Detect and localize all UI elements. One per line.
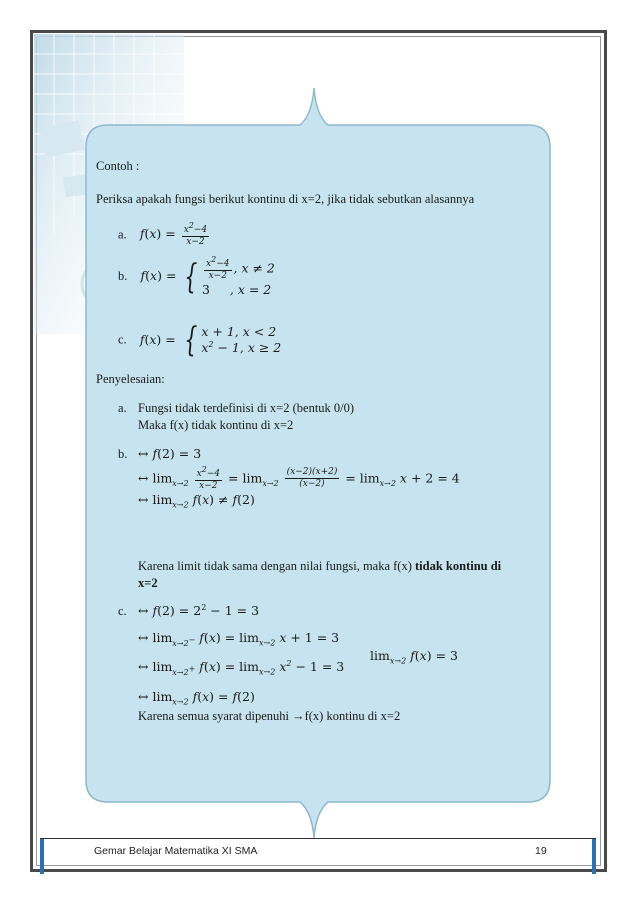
item-b xyxy=(118,256,275,297)
item-b-marker: b. xyxy=(118,269,128,284)
solution-c-step4: ↔ $\lim_{x\to 2} f(x) = f(2)$ xyxy=(138,688,255,707)
footer-tab-left xyxy=(40,838,44,874)
page-number: 19 xyxy=(535,845,547,857)
item-a-marker: a. xyxy=(118,227,127,242)
solution-b xyxy=(118,446,538,510)
solution-a-line2: Maka f(x) tidak kontinu di x=2 xyxy=(138,417,294,432)
question-text: Periksa apakah fungsi berikut kontinu di x=2, jika tidak sebutkan alasannya xyxy=(96,192,475,206)
solution-b-conclusion-text: Karena limit tidak sama dengan nilai fungsi, maka f(x) xyxy=(138,559,415,573)
solution-a-marker: a. xyxy=(118,401,127,415)
footer-title: Gemar Belajar Matematika XI SMA xyxy=(94,845,258,857)
solution-c-step2: ↔ $\lim_{x\to 2^-} f(x) = \lim_{x\to 2} x + 1 = 3$ xyxy=(138,630,340,648)
solution-c-step3: ↔ $\lim_{x\to 2^+} f(x) = \lim_{x\to 2} x^2 - 1 = 3$ xyxy=(138,659,345,677)
solution-c-step1: ↔ $f(2) = 2^2 - 1 = 3$ xyxy=(138,603,260,619)
footer-divider xyxy=(40,838,596,839)
solution-c-final: Karena semua syarat dipenuhi →f(x) kontinu di x=2 xyxy=(138,709,401,724)
item-a xyxy=(118,222,211,248)
solution-b-step2: ↔ $\lim_{x\to 2}$ $\frac{x^2-4}{x-2}$ = $\lim_{x\to 2}$ $\frac{(x-2)(x+2)}{(x-2)}$ = $\lim_{x\to 2} x + 2 = 4$ xyxy=(138,465,460,491)
item-c xyxy=(118,320,282,360)
solution-c-limit-result: $\lim_{x\to 2} f(x) = 3$ xyxy=(370,648,458,666)
formula-c: f(x) = { x + 1, x < 2 $x^2 - 1$, x ≥ 2 xyxy=(139,320,282,360)
example-label: Contoh : xyxy=(96,159,140,173)
solution-b-marker: b. xyxy=(118,447,128,461)
solution-label: Penyelesaian: xyxy=(96,372,165,386)
solution-a-line1: Fungsi tidak terdefinisi di x=2 (bentuk 0/0) xyxy=(138,401,355,415)
solution-b-conclusion xyxy=(138,558,530,592)
footer-tab-right xyxy=(592,838,596,874)
solution-b-conclusion-bold2: x=2 xyxy=(138,575,158,590)
formula-a: f(x) = $\frac{x^2-4}{x-2}$ xyxy=(139,221,208,247)
solution-b-step3: ↔ $\lim_{x\to 2} f(x) \ne f(2)$ xyxy=(138,492,255,510)
solution-a xyxy=(118,400,355,432)
solution-b-step1: ↔ f(2) = 3 xyxy=(138,446,202,461)
solution-c-marker: c. xyxy=(118,604,127,618)
item-c-marker: c. xyxy=(118,332,127,347)
formula-b: f(x) = { $\frac{x^2-4}{x-2}$ , x ≠ 2 3 , x = 2 xyxy=(140,255,275,297)
solution-b-conclusion-bold: tidak kontinu di xyxy=(415,559,502,573)
